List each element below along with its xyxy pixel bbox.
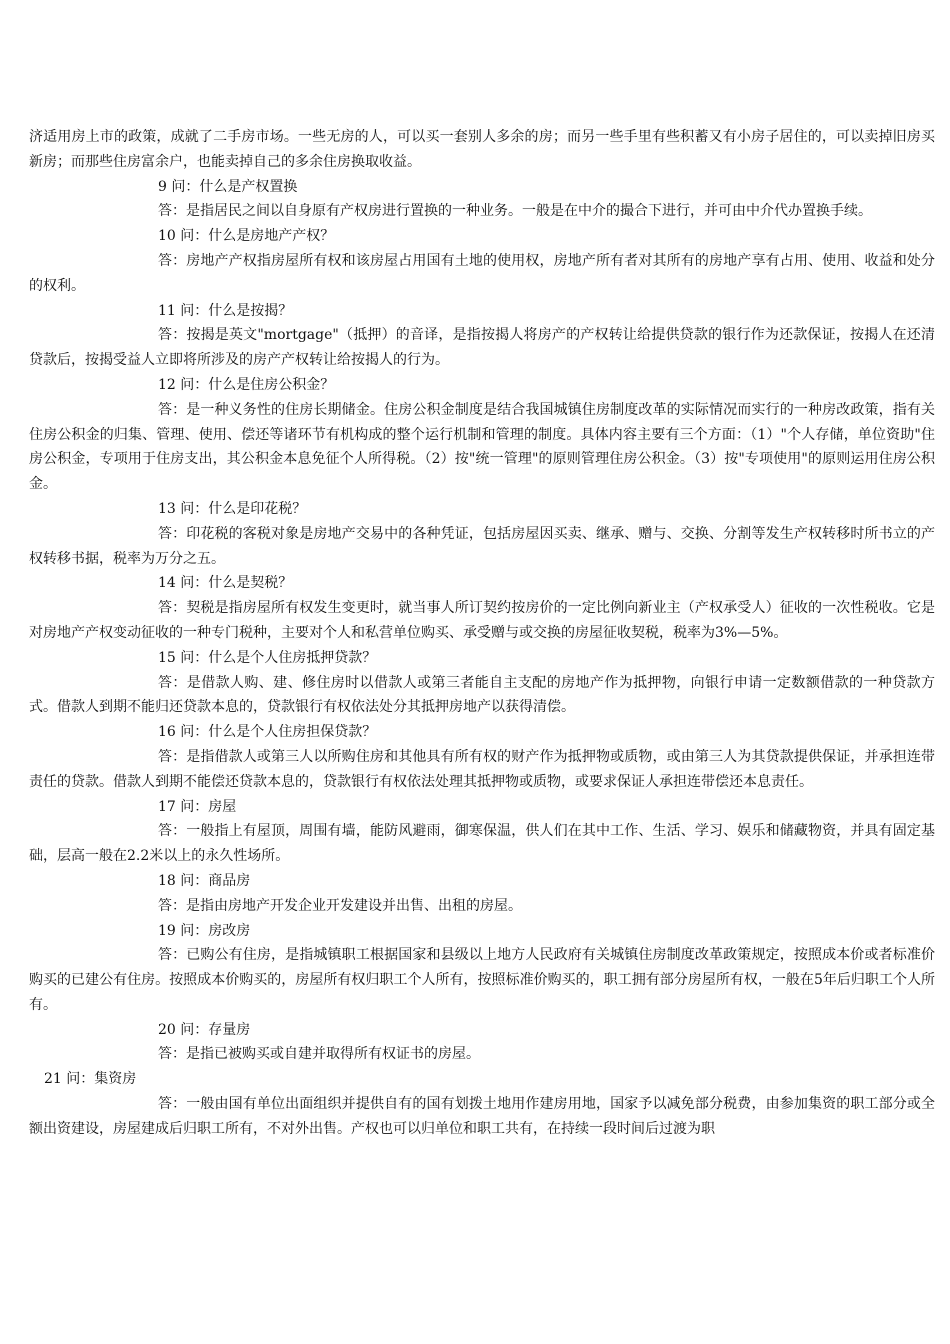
answer-15: 答：是借款人购、建、修住房时以借款人或第三者能自主支配的房地产作为抵押物，向银行申请一定数额借款的一种贷款方式。借款人到期不能归还贷款本息的，贷款银行有权依法处分其抵押房地产以获得清偿。	[29, 674, 935, 716]
question-9: 9 问：什么是产权置换	[158, 178, 298, 195]
answer-12: 答：是一种义务性的住房长期储金。住房公积金制度是结合我国城镇住房制度改革的实际情况而实行的一种房改政策，指有关住房公积金的归集、管理、使用、偿还等诸环节有机构成的整个运行机制和管理的制度。具体内容主要有三个方面：（1）"个人存储，单位资助"住房公积金，专项用于住房支出，其公积金本息免征个人所得税。（2）按"统一管理"的原则管理住房公积金。（3）按"专项使用"的原则运用住房公积金。	[29, 401, 935, 493]
question-11: 11 问：什么是按揭？	[158, 302, 293, 319]
answer-18: 答：是指由房地产开发企业开发建设并出售、出租的房屋。	[158, 897, 522, 914]
answer-10: 答：房地产产权指房屋所有权和该房屋占用国有土地的使用权，房地产所有者对其所有的房地产享有占用、使用、收益和处分的权利。	[29, 252, 935, 294]
question-14: 14 问：什么是契税？	[158, 575, 293, 592]
answer-21: 答：一般由国有单位出面组织并提供自有的国有划拨土地用作建房用地，国家予以减免部分税费，由参加集资的职工部分或全额出资建设，房屋建成后归职工所有，不对外出售。产权也可以归单位和职工共有，在持续一段时间后过渡为职	[29, 1096, 935, 1137]
question-19: 19 问：房改房	[158, 922, 251, 939]
question-17: 17 问：房屋	[158, 798, 237, 815]
question-10: 10 问：什么是房地产产权？	[158, 228, 335, 245]
answer-16: 答：是指借款人或第三人以所购住房和其他具有所有权的财产作为抵押物或质物，或由第三人为其贷款提供保证，并承担连带责任的贷款。借款人到期不能偿还贷款本息的，贷款银行有权依法处理其抵押物或质物，或要求保证人承担连带偿还本息责任。	[29, 748, 935, 790]
question-15: 15 问：什么是个人住房抵押贷款？	[158, 649, 377, 666]
question-20: 20 问：存量房	[158, 1021, 251, 1038]
answer-20: 答：是指已被购买或自建并取得所有权证书的房屋。	[158, 1046, 480, 1063]
question-13: 13 问：什么是印花税？	[158, 500, 307, 517]
answer-17: 答：一般指上有屋顶，周围有墙，能防风避雨，御寒保温，供人们在其中工作、生活、学习、娱乐和储藏物资，并具有固定基础，层高一般在2.2米以上的永久性场所。	[29, 823, 935, 865]
intro-paragraph: 济适用房上市的政策，成就了二手房市场。一些无房的人，可以买一套别人多余的房；而另一些手里有些积蓄又有小房子居住的，可以卖掉旧房买新房；而那些住房富余户，也能卖掉自己的多余住房换取收益。	[29, 129, 935, 170]
question-12: 12 问：什么是住房公积金？	[158, 376, 335, 393]
question-18: 18 问：商品房	[158, 872, 251, 889]
question-16: 16 问：什么是个人住房担保贷款？	[158, 724, 377, 741]
answer-9: 答：是指居民之间以自身原有产权房进行置换的一种业务。一般是在中介的撮合下进行，并可由中介代办置换手续。	[158, 203, 872, 220]
answer-11: 答：按揭是英文"mortgage"（抵押）的音译，是指按揭人将房产的产权转让给提供贷款的银行作为还款保证，按揭人在还清贷款后，按揭受益人立即将所涉及的房产产权转让给按揭人的行为。	[29, 327, 935, 369]
document-body	[29, 125, 935, 1142]
question-21: 21 问：集资房	[44, 1071, 137, 1088]
answer-14: 答：契税是指房屋所有权发生变更时，就当事人所订契约按房价的一定比例向新业主（产权承受人）征收的一次性税收。它是对房地产产权变动征收的一种专门税种，主要对个人和私营单位购买、承受赠与或交换的房屋征收契税，税率为3%—5%。	[29, 600, 935, 641]
answer-19: 答：已购公有住房，是指城镇职工根据国家和县级以上地方人民政府有关城镇住房制度改革政策规定，按照成本价或者标准价购买的已建公有住房。按照成本价购买的，房屋所有权归职工个人所有，按照标准价购买的，职工拥有部分房屋所有权，一般在5年后归职工个人所有。	[29, 947, 935, 1013]
answer-13: 答：印花税的客税对象是房地产交易中的各种凭证，包括房屋因买卖、继承、赠与、交换、分割等发生产权转移时所书立的产权转移书据，税率为万分之五。	[29, 525, 935, 567]
